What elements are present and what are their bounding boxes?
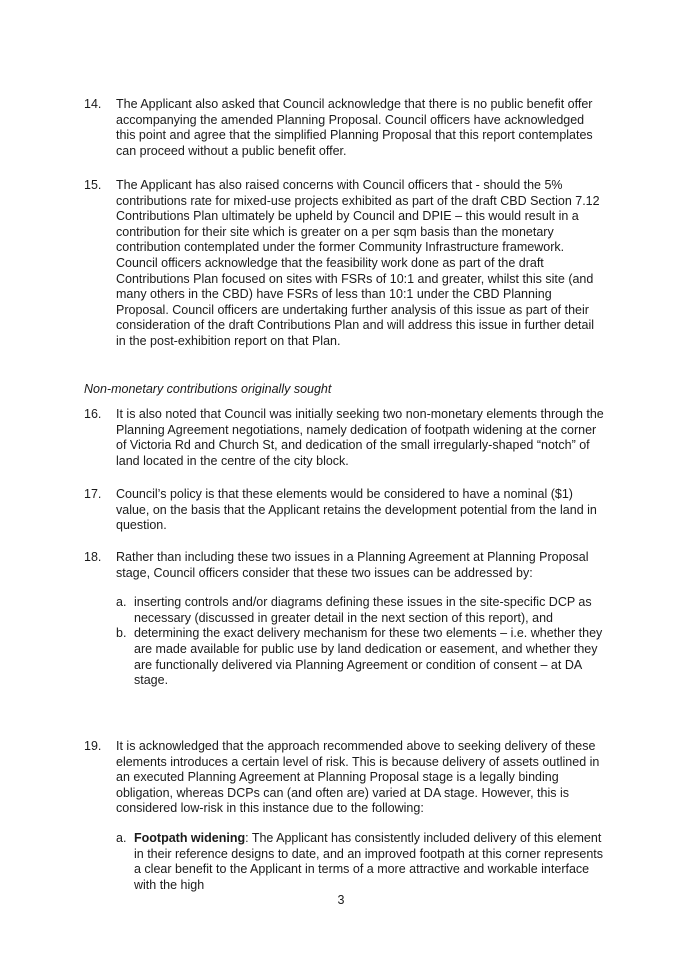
subitem-a (84, 831, 604, 893)
paragraph-number: 14. (84, 97, 102, 111)
subitem-rest: : The Applicant has consistently included delivery of this element in their reference designs to date, and an improved footpath at this corner represents a clear benefit to the Applicant in terms of a more attractive and workable interface with the high (134, 830, 604, 892)
paragraph-text: Rather than including these two issues in a Planning Agreement at Planning Proposal stage, Council officers consider that these two issues can be addressed by: (116, 550, 589, 580)
subitem-letter: a. (116, 830, 127, 845)
paragraph-text: It is acknowledged that the approach recommended above to seeking delivery of these elements introduces a certain level of risk. This is because delivery of assets outlined in an executed Planning Agreement at Planning Proposal stage is a legally binding obligation, whereas DCPs can (and often are) varied at DA stage. However, this is considered low-risk in this instance due to the following: (116, 739, 600, 816)
page-number: 3 (337, 893, 345, 907)
paragraph-16 (84, 407, 604, 469)
paragraph-number: 15. (84, 178, 102, 192)
paragraph-15 (84, 178, 604, 350)
subitem-bold-lead: Footpath widening (134, 830, 246, 845)
subitem-letter: a. (116, 595, 127, 610)
subitem-text: inserting controls and/or diagrams defining these issues in the site-specific DCP as necessary (discussed in greater detail in the next section of this report), and (134, 595, 592, 625)
paragraph-19 (84, 739, 604, 893)
subitem-text: determining the exact delivery mechanism for these two elements – i.e. whether they are made available for public use by land dedication or easement, and whether they are functionally delivered via Planning Agreement or condition of consent – at DA stage. (134, 626, 603, 688)
paragraph-14 (84, 97, 604, 159)
paragraph-18 (84, 550, 604, 689)
paragraph-text: It is also noted that Council was initially seeking two non-monetary elements through the Planning Agreement negotiations, namely dedication of footpath widening at the corner of Victoria Rd and Church St, and dedication of the small irregularly-shaped “notch” of land located in the centre of the city block. (116, 407, 604, 468)
subitem-a (84, 595, 604, 626)
subitem-letter: b. (116, 626, 127, 641)
subitem-b (84, 626, 604, 688)
paragraph-text: Council’s policy is that these elements would be considered to have a nominal ($1) value, on the basis that the Applicant retains the development potential from the land in question. (116, 487, 597, 533)
paragraph-17 (84, 487, 604, 534)
paragraph-number: 17. (84, 487, 102, 501)
subitem-text (134, 831, 604, 893)
section-subheading: Non-monetary contributions originally sought (84, 382, 332, 396)
paragraph-text: The Applicant has also raised concerns with Council officers that - should the 5% contributions rate for mixed-use projects exhibited as part of the draft CBD Section 7.12 Contributions Plan ultimately be upheld by Council and DPIE – this would result in a contribution for their site which is greater on a per sqm basis than the monetary contribution contemplated under the former Community Infrastructure framework. Council officers acknowledge that the feasibility work done as part of the draft Contributions Plan focused on sites with FSRs of 10:1 and greater, whilst this site (and many others in the CBD) have FSRs of less than 10:1 under the CBD Planning Proposal. Council officers are undertaking further analysis of this issue as part of their consideration of the draft Contributions Plan and will address this issue in further detail in the post-exhibition report on that Plan. (116, 178, 600, 348)
paragraph-text: The Applicant also asked that Council acknowledge that there is no public benefit offer accompanying the amended Planning Proposal. Council officers have acknowledged this point and agree that the simplified Planning Proposal that this report contemplates can proceed without a public benefit offer. (116, 97, 593, 158)
paragraph-number: 19. (84, 739, 102, 753)
paragraph-number: 18. (84, 550, 102, 564)
paragraph-number: 16. (84, 407, 102, 421)
